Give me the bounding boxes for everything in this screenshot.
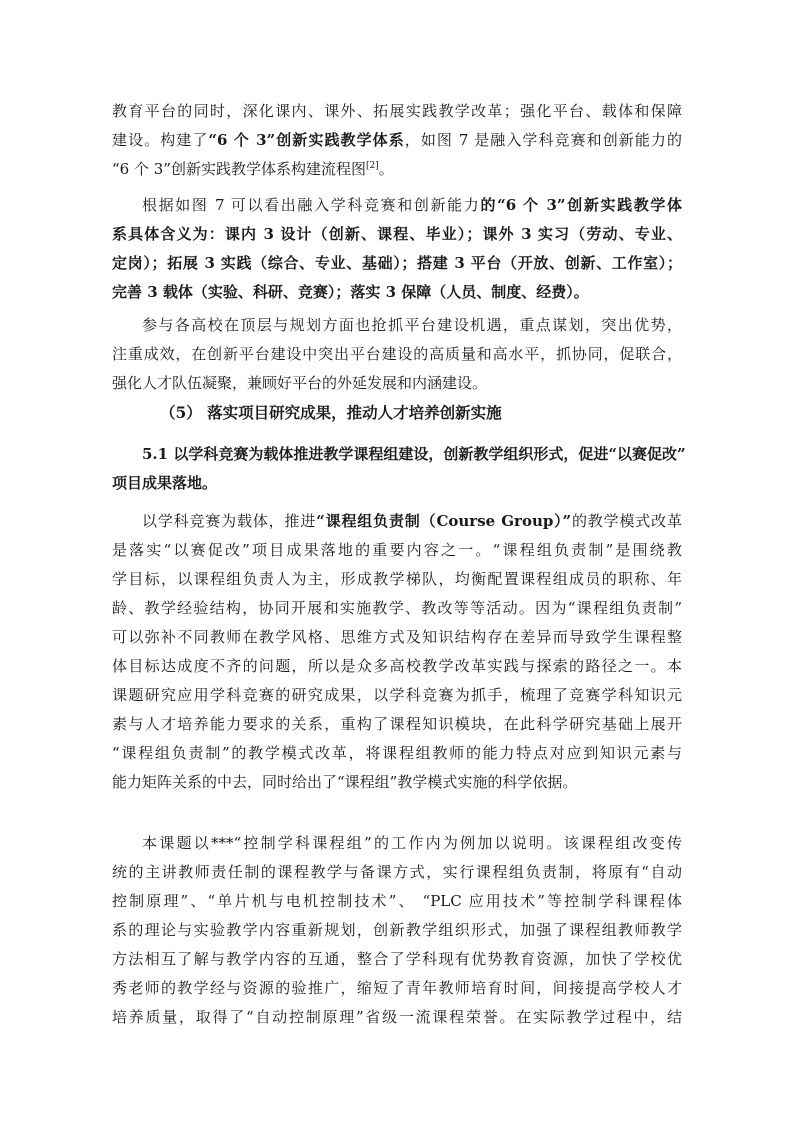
text-line: 统的主讲教师责任制的课程教学与备课方式，实行课程组负责制，将原有“自动 xyxy=(112,863,682,881)
text-line: 根据如图 7 可以看出融入学科竞赛和创新能力的“6 个 3”创新实践教学体 xyxy=(142,196,683,214)
paragraph-control-course xyxy=(112,829,682,1032)
citation-ref: [2] xyxy=(365,161,379,171)
text-line: 系具体含义为：课内 3 设计（创新、课程、毕业）；课外 3 实习（劳动、专业、 xyxy=(112,225,682,243)
text-line: 5.1 以学科竞赛为载体推进教学课程组建设，创新教学组织形式，促进“以赛促改” xyxy=(142,445,686,463)
text-line: 建设。构建了“6 个 3”创新实践教学体系，如图 7 是融入学科竞赛和创新能力的 xyxy=(112,131,682,149)
text-line: 龄、教学经验结构，协同开展和实施教学、教改等等活动。因为“课程组负责制” xyxy=(112,599,682,617)
text-line: 方法相互了解与教学内容的互通，整合了学科现有优势教育资源，加快了学校优 xyxy=(112,950,682,968)
text-line: 培养质量，取得了“自动控制原理”省级一流课程荣誉。在实际教学过程中，结 xyxy=(112,1008,682,1026)
text-line: 注重成效，在创新平台建设中突出平台建设的高质量和高水平，抓协同，促联合， xyxy=(112,345,682,363)
text-line: 可以弥补不同教师在教学风格、思维方式及知识结构存在差异而导致学生课程整 xyxy=(112,628,682,646)
text-line: 强化人才队伍凝聚，兼顾好平台的外延发展和内涵建设。 xyxy=(112,374,488,392)
text-line: “课程组负责制”的教学模式改革，将课程组教师的能力特点对应到知识元素与 xyxy=(112,744,682,762)
text-line: 以学科竞赛为载体，推进“课程组负责制（Course Group）”的教学模式改革 xyxy=(142,512,682,530)
paragraph-platform xyxy=(112,97,682,184)
paragraph-system-meaning xyxy=(112,191,682,307)
text-line: 课题研究应用学科竞赛的研究成果，以学科竞赛为抓手，梳理了竞赛学科知识元 xyxy=(112,686,682,704)
text-line: 参与各高校在顶层与规划方面也抢抓平台建设机遇，重点谋划，突出优势， xyxy=(142,316,682,334)
text-line: 教育平台的同时，深化课内、课外、拓展实践教学改革；强化平台、载体和保障 xyxy=(112,102,682,120)
text-line: “6 个 3”创新实践教学体系构建流程图[2]。 xyxy=(112,160,394,178)
text-line: 项目成果落地。 xyxy=(112,474,218,492)
text-line: 系的理论与实验教学内容重新规划，创新教学组织形式，加强了课程组教师教学 xyxy=(112,921,682,939)
text-line: 体目标达成度不齐的问题，所以是众多高校教学改革实践与探索的路径之一。本 xyxy=(112,657,682,675)
text-line: 控制原理”、“单片机与电机控制技术”、 “PLC 应用技术”等控制学科课程体 xyxy=(112,892,682,910)
text-line: 定岗）；拓展 3 实践（综合、专业、基础）；搭建 3 平台（开放、创新、工作室）； xyxy=(112,254,682,272)
text-line: 素与人才培养能力要求的关系，重构了课程知识模块，在此科学研究基础上展开 xyxy=(112,715,682,733)
text-line: 是落实“以赛促改”项目成果落地的重要内容之一。“课程组负责制”是围绕教 xyxy=(112,541,682,559)
text-line: 秀老师的教学经与资源的验推广，缩短了青年教师培育时间，间接提高学校人才 xyxy=(112,979,682,997)
subsection-heading xyxy=(112,440,686,498)
text-line: 能力矩阵关系的中去，同时给出了“课程组”教学模式实施的科学依据。 xyxy=(112,773,578,791)
text-line: 完善 3 载体（实验、科研、竞赛）；落实 3 保障（人员、制度、经费）。 xyxy=(112,283,589,301)
paragraph-universities xyxy=(112,311,682,398)
text-line: 本课题以***“控制学科课程组”的工作内为例加以说明。该课程组改变传 xyxy=(142,834,682,852)
paragraph-course-group xyxy=(112,507,682,797)
section-heading: （5） 落实项目研究成果，推动人才培养创新实施 xyxy=(160,403,502,422)
text-line: 学目标，以课程组负责人为主，形成教学梯队，均衡配置课程组成员的职称、年 xyxy=(112,570,682,588)
